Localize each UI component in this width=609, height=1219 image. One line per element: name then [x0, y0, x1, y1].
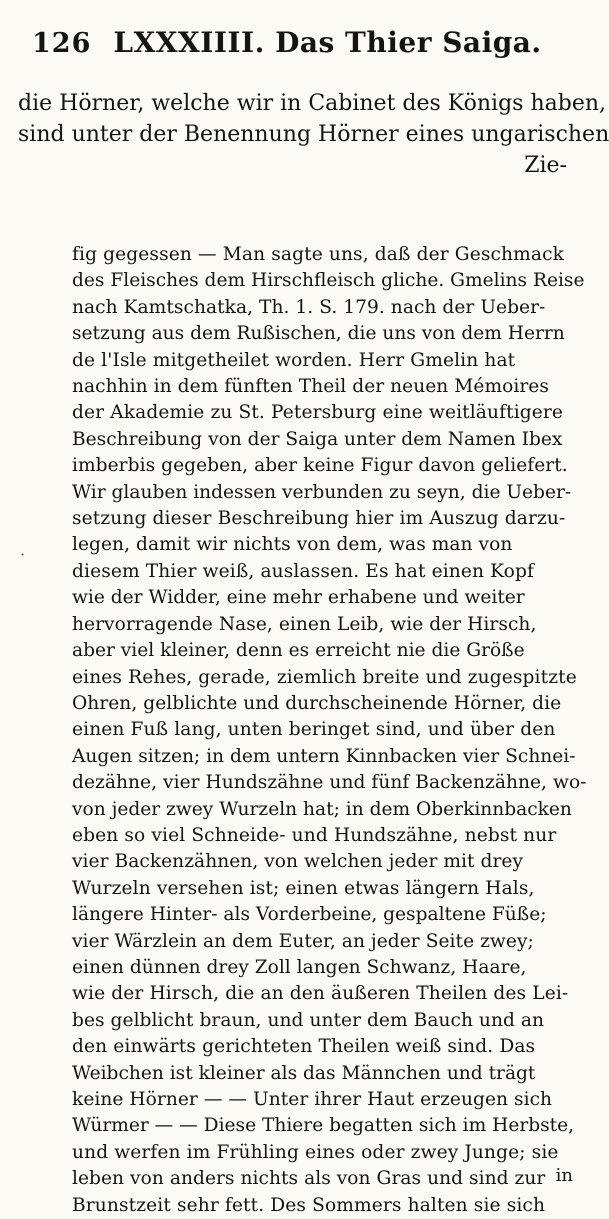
text-line: des Fleisches dem Hirschfleisch gliche. Gmelins Reise [72, 270, 585, 292]
text-line: den einwärts gerichteten Theilen weiß sind. Das [72, 1036, 536, 1058]
text-line: keine Hörner — — Unter ihrer Haut erzeugen sich [72, 1089, 553, 1110]
text-line: Augen sitzen; in dem untern Kinnbacken vier Schnei- [72, 745, 576, 767]
text-line: Wir glauben indessen verbunden zu seyn, die Ueber- [72, 481, 572, 503]
text-line: hervorragende Nase, einen Leib, wie der Hirsch, [72, 613, 537, 635]
text-line: der Akademie zu St. Petersburg eine weitläuftigere [72, 402, 564, 424]
text-line: legen, damit wir nichts von dem, was man von [72, 534, 513, 556]
page-header [32, 26, 545, 66]
text-line: Weibchen ist kleiner als das Männchen und trägt [72, 1062, 536, 1084]
margin-mark: · [20, 545, 26, 564]
text-line: von jeder zwey Wurzeln hat; in dem Oberkinnbacken [72, 798, 572, 820]
text-line: Würmer — — Diese Thiere begatten sich im Herbste, [72, 1115, 575, 1137]
text-line: eines Rehes, gerade, ziemlich breite und zugespitzte [72, 666, 577, 688]
page-number: 126 [32, 28, 92, 59]
catchword: in [555, 1165, 573, 1186]
hyphenated-continuation: Zie- [524, 153, 567, 178]
text-line: imberbis gegeben, aber keine Figur davon geliefert. [72, 455, 568, 477]
body-text-top [18, 88, 609, 181]
text-line: vier Wärzlein an dem Euter, an jeder Seite zwey; [72, 930, 534, 952]
text-line: aber viel kleiner, denn es erreicht nie die Größe [72, 640, 525, 662]
text-line: leben von anders nichts als von Gras und sind zur [72, 1168, 546, 1190]
text-line: Ohren, gelblichte und durchscheinende Hörner, die [72, 692, 562, 714]
text-line: einen Fuß lang, unten beringet sind, und über den [72, 719, 556, 741]
text-line: de l'Isle mitgetheilet worden. Herr Gmelin hat [72, 349, 516, 371]
text-line: Wurzeln versehen ist; einen etwas längern Hals, [72, 877, 535, 899]
footnote-text-block [72, 242, 587, 1219]
text-line: vier Backenzähnen, von welchen jeder mit drey [72, 851, 524, 873]
text-line: dezähne, vier Hundszähne und fünf Backenzähne, wo- [72, 772, 587, 794]
text-line: bes gelblicht braun, und unter dem Bauch und an [72, 1009, 545, 1031]
text-line: fig gegessen — Man sagte uns, daß der Geschmack [72, 244, 565, 265]
text-line: setzung dieser Beschreibung hier im Auszug darzu- [72, 508, 566, 530]
text-line: Brunstzeit sehr fett. Des Sommers halten sie sich [72, 1194, 546, 1216]
text-line: und werfen im Frühling eines oder zwey Junge; sie [72, 1141, 559, 1163]
running-head: LXXXIIII. Das Thier Saiga. [113, 26, 542, 59]
text-line: Beschreibung von der Saiga unter dem Namen Ibex [72, 428, 563, 450]
text-line: nachhin in dem fünften Theil der neuen Mémoires [72, 376, 549, 398]
text-line: längere Hinter- als Vorderbeine, gespaltene Füße; [72, 904, 547, 926]
text-line: diesem Thier weiß, auslassen. Es hat einen Kopf [72, 560, 534, 582]
text-line: nach Kamtschatka, Th. 1. S. 179. nach der Ueber- [72, 296, 546, 318]
text-line: setzung aus dem Rußischen, die uns von dem Herrn [72, 323, 565, 345]
text-line: wie der Widder, eine mehr erhabene und weiter [72, 587, 525, 609]
text-line: einen dünnen drey Zoll langen Schwanz, Haare, [72, 956, 527, 978]
text-line: wie der Hirsch, die an den äußeren Theilen des Lei- [72, 983, 569, 1005]
text-line: sind unter der Benennung Hörner eines ungarischen [18, 122, 609, 147]
text-line: eben so viel Schneide- und Hundszähne, nebst nur [72, 824, 557, 846]
text-line: die Hörner, welche wir in Cabinet des Königs haben, [18, 91, 607, 116]
